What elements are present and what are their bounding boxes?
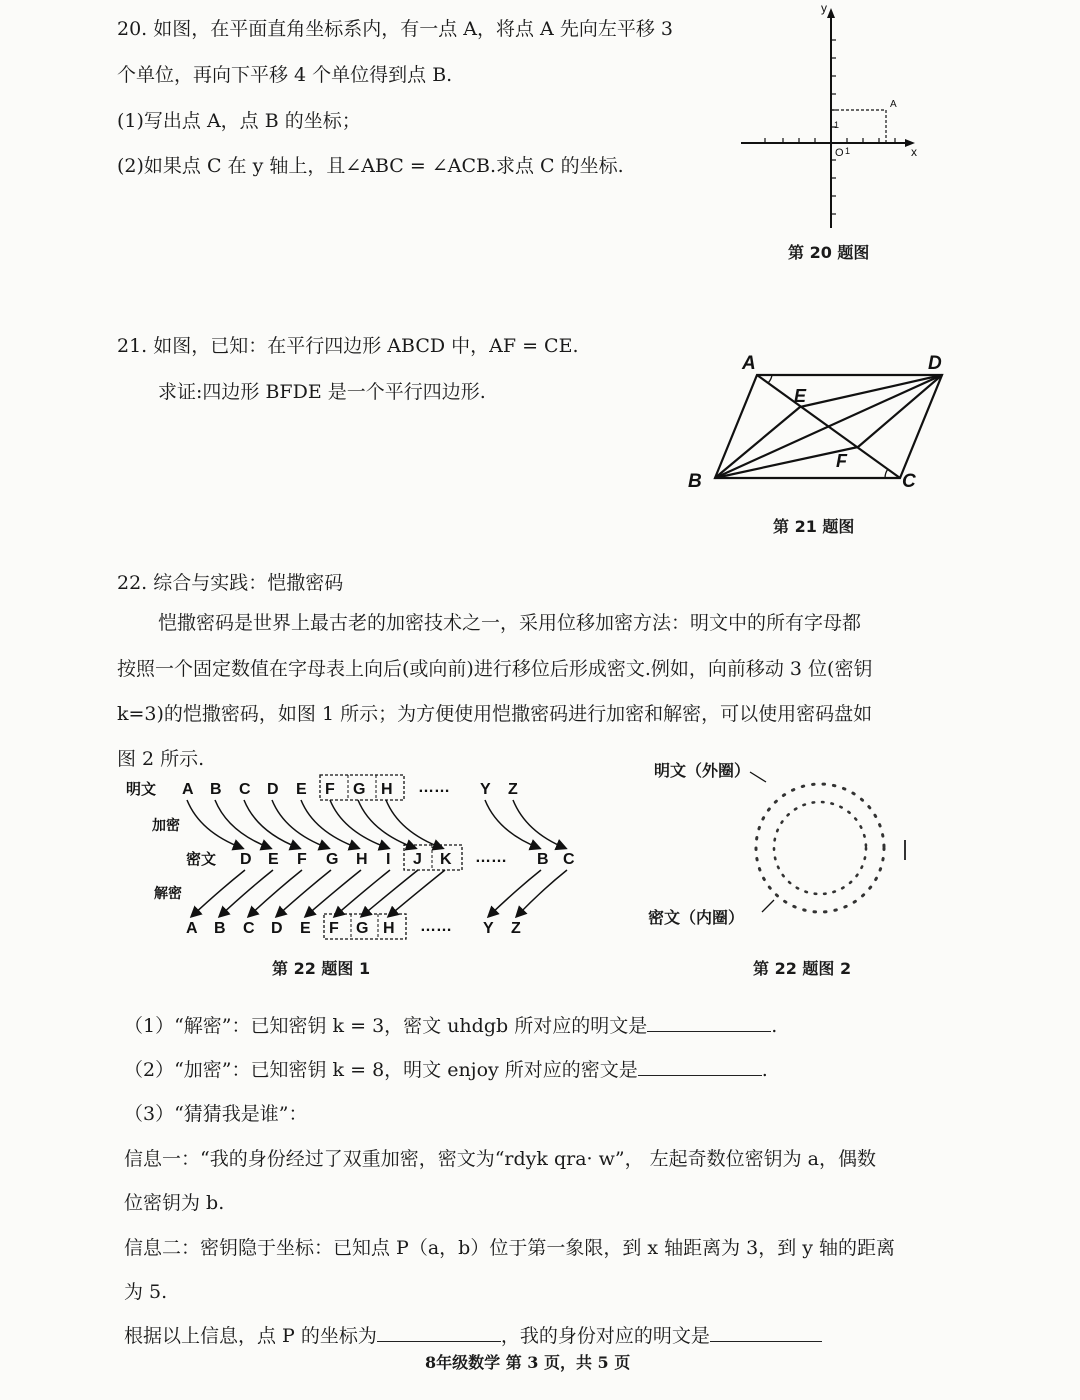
q21-line2: 求证:四边形 BFDE 是一个平行四边形.: [158, 381, 486, 403]
answer-blank-p-coordinates[interactable]: [377, 1323, 501, 1342]
q22-part1: [124, 1011, 777, 1038]
q22-part2-text: （2）“加密”：已知密钥 k = 8，明文 enjoy 所对应的密文是: [124, 1059, 638, 1081]
q22-info1-line1: 信息一：“我的身份经过了双重加密，密文为“rdyk qra· w”， 左起奇数位密钥为 a，偶数: [124, 1148, 876, 1170]
row2-letter: K: [440, 851, 452, 868]
row1-letter: B: [210, 781, 222, 798]
row3-letter: Y: [483, 920, 494, 937]
decrypt-arrows: [192, 870, 567, 916]
row1-letters: [182, 779, 518, 798]
row1-letter: G: [353, 781, 366, 798]
q22-part2: [124, 1055, 768, 1082]
row3-letter: F: [329, 920, 339, 937]
q22-final-text-b: ，我的身份对应的明文是: [500, 1325, 710, 1347]
row2-letter: D: [240, 851, 252, 868]
period: .: [771, 1015, 778, 1037]
row2-letter: J: [413, 851, 422, 868]
answer-blank-2[interactable]: [638, 1057, 762, 1076]
row1-letter: Z: [508, 781, 518, 798]
row2-letter: B: [537, 851, 549, 868]
page-footer: 8年级数学 第 3 页，共 5 页: [425, 1353, 631, 1372]
y-axis-label: y: [821, 1, 827, 15]
q22-para1: 恺撒密码是世界上最古老的加密技术之一，采用位移加密方法：明文中的所有字母都: [158, 612, 862, 634]
q22-info2-line2: 为 5.: [124, 1281, 168, 1303]
row3-letter: G: [356, 920, 369, 937]
q21-parallelogram-figure: [680, 345, 960, 495]
cipher-disk-inner-label: 密文（内圈）: [648, 908, 745, 927]
row1-letter: E: [296, 781, 307, 798]
angle-mark-a: [768, 375, 772, 383]
y-axis-arrow: [827, 8, 835, 18]
segment-be: [715, 407, 800, 478]
row3-letter: D: [271, 920, 283, 937]
answer-blank-identity[interactable]: [710, 1323, 822, 1342]
row1-letter: H: [381, 781, 393, 798]
y-unit-label: 1: [834, 120, 840, 130]
label-jiami: 加密: [152, 817, 180, 833]
row2-dots: ……: [475, 849, 507, 866]
row1-letter: A: [182, 781, 194, 798]
angle-mark-c: [885, 469, 888, 478]
q20-line1: 20. 如图，在平面直角坐标系内，有一点 A，将点 A 先向左平移 3: [117, 18, 673, 40]
row2-letter: G: [326, 851, 339, 868]
q21-line1: 21. 如图，已知：在平行四边形 ABCD 中，AF = CE.: [117, 335, 579, 357]
q22-info1-line2: 位密钥为 b.: [124, 1192, 225, 1214]
encrypt-arrows: [187, 800, 565, 848]
vertex-c-label: C: [902, 471, 916, 492]
answer-blank-1[interactable]: [647, 1013, 771, 1032]
row2-letters: [240, 849, 575, 868]
q22-info2-line1: 信息二：密钥隐于坐标：已知点 P（a，b）位于第一象限，到 x 轴距离为 3，到 y 轴的距离: [124, 1237, 896, 1259]
x-unit-label: 1: [845, 146, 851, 156]
x-axis-label: x: [911, 145, 917, 159]
q22-para2: 按照一个固定数值在字母表上向后(或向前)进行移位后形成密文.例如，向前移动 3 位(密钥: [117, 658, 873, 680]
q21-figure-caption: 第 21 题图: [773, 517, 855, 536]
q20-line2: 个单位，再向下平移 4 个单位得到点 B.: [117, 64, 453, 86]
point-a-label: A: [890, 99, 897, 110]
row3-letter: C: [243, 920, 255, 937]
row1-letter: C: [239, 781, 251, 798]
row3-letter: E: [300, 920, 311, 937]
row2-letter: I: [386, 851, 391, 868]
q20-coordinate-figure: [735, 0, 925, 240]
row2-letter: F: [297, 851, 307, 868]
row3-letter: H: [383, 920, 395, 937]
row3-letter: A: [186, 920, 198, 937]
q22-final-text-a: 根据以上信息，点 P 的坐标为: [124, 1325, 377, 1347]
point-f-label: F: [836, 451, 847, 471]
row3-letter: B: [214, 920, 226, 937]
q20-figure-caption: 第 20 题图: [788, 243, 870, 262]
row2-letter: C: [563, 851, 575, 868]
outer-label-pointer: [750, 772, 766, 782]
q22-para4: 图 2 所示.: [117, 748, 205, 770]
row1-dots: ……: [418, 779, 450, 796]
vertex-a-label: A: [742, 353, 756, 374]
row2-letter: H: [356, 851, 368, 868]
row-label-mingwen: 明文: [126, 781, 157, 798]
segment-ed: [800, 375, 942, 407]
q22-part3: （3）“猜猜我是谁”：: [124, 1103, 308, 1125]
row3-letters: [186, 918, 521, 937]
row3-letter: Z: [511, 920, 521, 937]
q22-final-line: [124, 1321, 822, 1348]
row3-dots: ……: [420, 918, 452, 935]
row1-letter: D: [267, 781, 279, 798]
q22-figure2-cipher-disk: [720, 760, 920, 940]
inner-ring-letters: [774, 802, 866, 894]
segment-fd: [858, 375, 942, 447]
q22-figure1: [120, 770, 590, 945]
q22-figure2-caption: 第 22 题图 2: [753, 959, 852, 978]
origin-label: O: [835, 147, 844, 159]
row2-letter: E: [268, 851, 279, 868]
q22-figure1-caption: 第 22 题图 1: [272, 959, 371, 978]
label-jiemi: 解密: [154, 885, 182, 901]
q22-part1-text: （1）“解密”：已知密钥 k = 3，密文 uhdgb 所对应的明文是: [124, 1015, 648, 1037]
q22-title: 22. 综合与实践：恺撒密码: [117, 572, 344, 594]
row-label-miwen: 密文: [186, 851, 217, 868]
vertex-d-label: D: [928, 353, 942, 374]
period: .: [761, 1059, 768, 1081]
q20-part1: (1)写出点 A，点 B 的坐标；: [117, 110, 361, 132]
row1-letter: Y: [480, 781, 491, 798]
diagonal-ac: [757, 375, 900, 478]
inner-label-pointer: [762, 900, 774, 912]
vertex-b-label: B: [688, 471, 702, 492]
q22-para3: k=3)的恺撒密码，如图 1 所示；为方便使用恺撒密码进行加密和解密，可以使用密码盘如: [117, 703, 873, 725]
cipher-disk-outer-label: 明文（外圈）: [654, 761, 751, 780]
row1-letter: F: [325, 781, 335, 798]
point-e-label: E: [794, 386, 807, 406]
q20-part2: (2)如果点 C 在 y 轴上，且∠ABC = ∠ACB.求点 C 的坐标.: [117, 155, 624, 177]
